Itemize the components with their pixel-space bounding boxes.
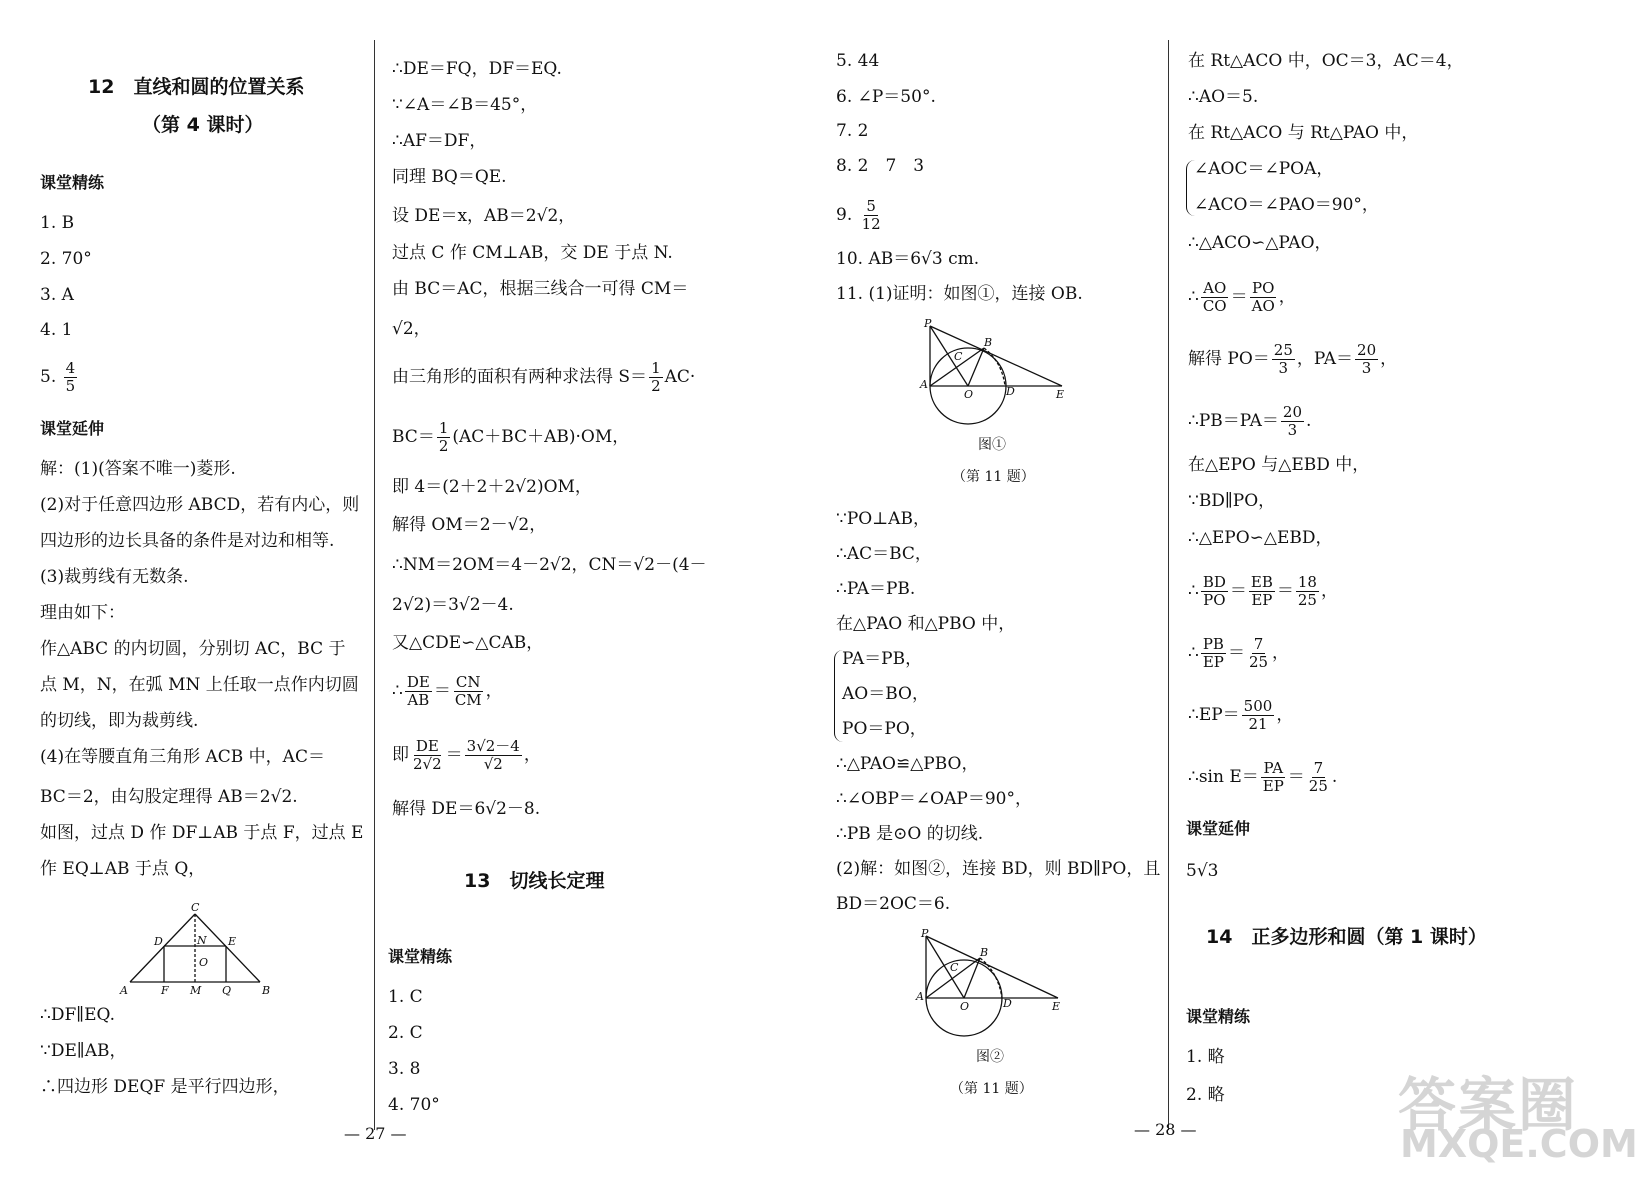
answer-1: 1. B xyxy=(40,213,75,233)
text-line: ∴△EPO∽△EBD， xyxy=(1188,528,1333,548)
point-label: E xyxy=(1052,1000,1061,1013)
point-label: O xyxy=(964,388,974,401)
text-line: BD＝2OC＝6. xyxy=(836,894,951,914)
text-line: 设 DE＝x，AB＝2√2， xyxy=(392,206,576,226)
text-line: ∴四边形 DEQF 是平行四边形， xyxy=(40,1077,290,1097)
point-label: D xyxy=(1006,385,1015,398)
extension-answer: 5√3 xyxy=(1186,861,1219,881)
heading-practice: 课堂精练 xyxy=(40,173,105,192)
heading-practice: 课堂精练 xyxy=(388,947,453,966)
text-line: BC＝2，由勾股定理得 AB＝2√2. xyxy=(40,787,298,807)
text-line: ∵∠A＝∠B＝45°， xyxy=(392,95,538,115)
column-divider xyxy=(374,40,375,1130)
watermark-logo: 答案圈 xyxy=(1398,1071,1579,1139)
text-line: (4)在等腰直角三角形 ACB 中，AC＝ xyxy=(40,747,325,767)
point-label: D xyxy=(1003,997,1012,1010)
point-label: P xyxy=(924,317,932,330)
text-line: AO＝BO， xyxy=(842,684,929,704)
text-line: ∴△ACO∽△PAO， xyxy=(1188,233,1332,253)
text-line: ∴EP＝ $\frac{500}{21}$ ， xyxy=(1188,697,1294,733)
text-line: 四边形的边长具备的条件是对边和相等. xyxy=(40,531,335,551)
text-line: ∴PB＝PA＝ $\frac{20}{3}$ . xyxy=(1188,403,1312,439)
point-label: O xyxy=(960,1000,970,1013)
text-line: √2， xyxy=(392,319,431,339)
text-line: (2)对于任意四边形 ABCD，若有内心，则 xyxy=(40,495,360,515)
text-line: ∴sin E＝ $\frac{PA}{EP}$ ＝ $\frac{7}{25}$ . xyxy=(1188,759,1338,795)
text-line: ∴ $\frac{BD}{PO}$ ＝ $\frac{EB}{EP}$ ＝ $\frac{18}{25}$ ， xyxy=(1188,573,1338,609)
watermark-url: MXQE.COM xyxy=(1400,1122,1638,1166)
section-title-14: 14 正多边形和圆（第 1 课时） xyxy=(1206,926,1487,948)
point-label: E xyxy=(228,935,237,948)
text-line: 同理 BQ＝QE. xyxy=(392,167,507,187)
figure-caption: 图① xyxy=(978,437,1006,453)
text-line: 2√2)＝3√2－4. xyxy=(392,595,514,615)
text-line: 点 M，N，在弧 MN 上任取一点作内切圆 xyxy=(40,675,359,695)
section-title-13: 13 切线长定理 xyxy=(464,870,605,892)
section-title-12: 12 直线和圆的位置关系 xyxy=(88,76,305,98)
text-line: ∴AO＝5. xyxy=(1188,87,1259,107)
answer-10: 10. AB＝6√3 cm. xyxy=(836,249,980,269)
text-line: ∴DF∥EQ. xyxy=(40,1005,115,1025)
text-line: ∴ $\frac{DE}{AB}$ ＝ $\frac{CN}{CM}$ ， xyxy=(392,673,503,709)
text-line: ∴AC＝BC， xyxy=(836,544,932,564)
point-label: F xyxy=(161,984,169,997)
point-label: B xyxy=(262,984,271,997)
text-line: ∵BD∥PO， xyxy=(1188,491,1276,511)
text-line: ∴ $\frac{PB}{EP}$ ＝ $\frac{7}{25}$ ， xyxy=(1188,635,1290,671)
text-line: ∴∠OBP＝∠OAP＝90°， xyxy=(836,789,1032,809)
answer-6: 6. ∠P＝50°. xyxy=(836,87,936,107)
point-label: Q xyxy=(222,984,232,997)
tangent-circle-figure-1 xyxy=(916,316,1076,426)
column-divider xyxy=(1168,40,1169,1130)
answer-7: 7. 2 xyxy=(836,121,869,141)
text-line: ∴AF＝DF， xyxy=(392,131,487,151)
text-line: 理由如下： xyxy=(40,603,125,623)
text-line: ∠AOC＝∠POA， xyxy=(1194,159,1334,179)
answer-2: 2. C xyxy=(388,1023,423,1043)
text-line: 解得 OM＝2－√2， xyxy=(392,515,547,535)
text-line: 如图，过点 D 作 DF⊥AB 于点 F，过点 E xyxy=(40,823,364,843)
point-label: E xyxy=(1056,388,1065,401)
text-line: 即 4＝(2＋2＋2√2)OM， xyxy=(392,477,592,497)
figure-caption: 图② xyxy=(976,1049,1004,1065)
text-line: 在 Rt△ACO 与 Rt△PAO 中， xyxy=(1188,123,1419,143)
point-label: A xyxy=(916,990,924,1003)
tangent-circle-figure-2 xyxy=(916,926,1076,1038)
text-line: ∴PA＝PB. xyxy=(836,579,916,599)
text-line: 由三角形的面积有两种求法得 S＝ $\frac{1}{2}$ AC· xyxy=(392,359,696,395)
answer-11: 11. (1)证明：如图①，连接 OB. xyxy=(836,284,1083,304)
text-line: PO＝PO， xyxy=(842,719,927,739)
text-line: ∴△PAO≌△PBO， xyxy=(836,754,979,774)
point-label: O xyxy=(199,956,209,969)
point-label: M xyxy=(190,984,202,997)
text-line: ∵DE∥AB， xyxy=(40,1041,127,1061)
text-line: 又△CDE∽△CAB， xyxy=(392,633,544,653)
point-label: B xyxy=(984,336,993,349)
point-label: D xyxy=(154,935,163,948)
text-line: (2)解：如图②，连接 BD，则 BD∥PO，且 xyxy=(836,859,1161,879)
text-line: 即 $\frac{DE}{2√2}$ ＝ $\frac{3√2-4}{√2}$ ， xyxy=(392,737,541,773)
figure-question-label: （第 11 题） xyxy=(952,469,1035,485)
text-line: 解得 PO＝ $\frac{25}{3}$ ，PA＝ $\frac{20}{3}$ ， xyxy=(1188,341,1398,377)
text-line: BC＝ $\frac{1}{2}$ (AC＋BC＋AB)·OM， xyxy=(392,419,630,455)
answer-4: 4. 1 xyxy=(40,320,73,340)
text-line: 的切线，即为裁剪线. xyxy=(40,711,199,731)
answer-1: 1. 略 xyxy=(1186,1047,1225,1067)
text-line: 作△ABC 的内切圆，分别切 AC，BC 于 xyxy=(40,639,346,659)
answer-5: 5. 44 xyxy=(836,51,880,71)
answer-3: 3. 8 xyxy=(388,1059,421,1079)
point-label: C xyxy=(191,901,200,914)
answer-2: 2. 70° xyxy=(40,249,92,269)
isosceles-triangle-figure xyxy=(118,900,278,1000)
text-line: 由 BC＝AC，根据三线合一可得 CM＝ xyxy=(392,279,689,299)
text-line: ∴DE＝FQ，DF＝EQ. xyxy=(392,59,562,79)
heading-extension: 课堂延伸 xyxy=(1186,819,1251,838)
text-line: 过点 C 作 CM⊥AB，交 DE 于点 N. xyxy=(392,243,673,263)
text-line: PA＝PB， xyxy=(842,649,923,669)
point-label: A xyxy=(920,378,928,391)
answer-8: 8. 2 7 3 xyxy=(836,156,925,176)
text-line: ∠ACO＝∠PAO＝90°， xyxy=(1194,195,1379,215)
text-line: 作 EQ⊥AB 于点 Q， xyxy=(40,859,206,879)
figure-question-label: （第 11 题） xyxy=(950,1081,1033,1097)
answer-9: 9. $\frac{5}{12}$ xyxy=(836,197,881,233)
point-label: A xyxy=(120,984,128,997)
page-number: — 28 — xyxy=(1134,1120,1197,1139)
heading-extension: 课堂延伸 xyxy=(40,419,105,438)
section-subtitle: （第 4 课时） xyxy=(142,114,264,136)
text-line: 解得 DE＝6√2－8. xyxy=(392,799,541,819)
point-label: N xyxy=(197,934,207,947)
point-label: C xyxy=(950,961,959,974)
text-line: ∴PB 是⊙O 的切线. xyxy=(836,824,984,844)
text-line: 解：(1)(答案不唯一)菱形. xyxy=(40,459,236,479)
point-label: C xyxy=(954,350,963,363)
text-line: ∴ $\frac{AO}{CO}$ ＝ $\frac{PO}{AO}$ ， xyxy=(1188,279,1296,315)
page-number: — 27 — xyxy=(344,1124,407,1143)
answer-4: 4. 70° xyxy=(388,1095,440,1115)
text-line: 在△EPO 与△EBD 中， xyxy=(1188,455,1370,475)
text-line: ∵PO⊥AB， xyxy=(836,509,930,529)
answer-5: 5. $\frac{4}{5}$ xyxy=(40,359,76,395)
answer-2: 2. 略 xyxy=(1186,1085,1225,1105)
point-label: B xyxy=(980,946,989,959)
answer-1: 1. C xyxy=(388,987,423,1007)
heading-practice: 课堂精练 xyxy=(1186,1007,1251,1026)
text-line: (3)裁剪线有无数条. xyxy=(40,567,189,587)
answer-3: 3. A xyxy=(40,285,74,305)
text-line: 在 Rt△ACO 中，OC＝3，AC＝4， xyxy=(1188,51,1464,71)
point-label: P xyxy=(921,927,929,940)
text-line: ∴NM＝2OM＝4－2√2，CN＝√2－(4－ xyxy=(392,555,707,575)
text-line: 在△PAO 和△PBO 中， xyxy=(836,614,1016,634)
